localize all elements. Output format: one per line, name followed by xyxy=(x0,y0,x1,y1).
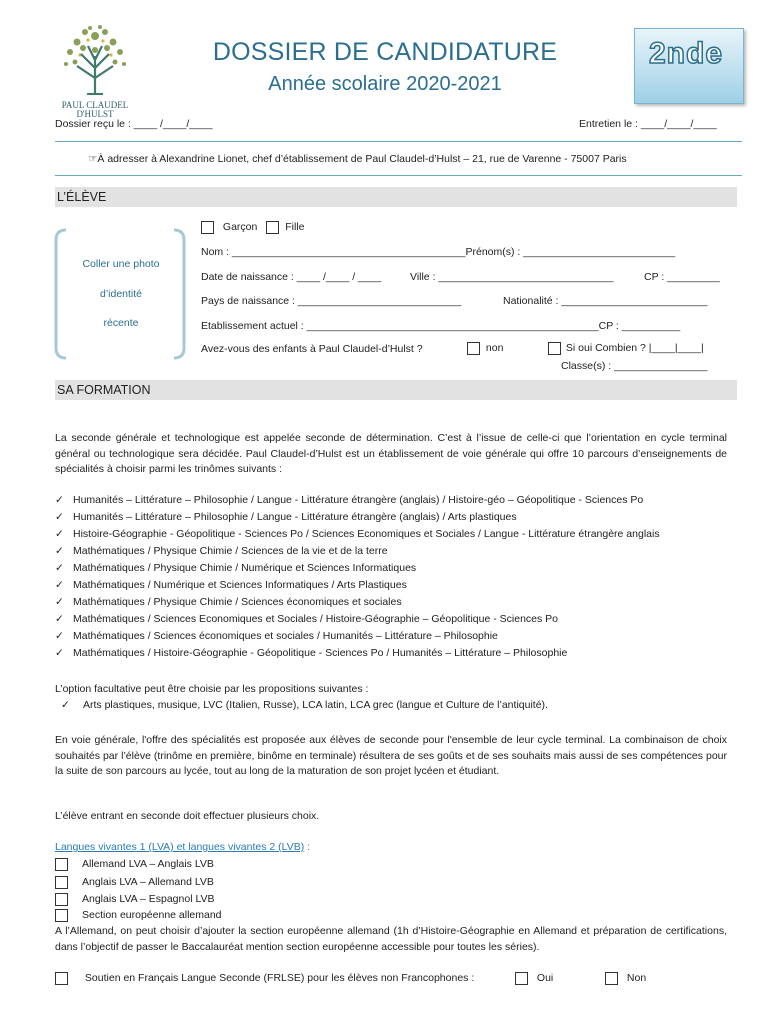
photo-line-3: récente xyxy=(103,317,139,329)
checkbox-non-frlse[interactable] xyxy=(605,972,618,985)
section-euro-paragraph: A l’Allemand, on peut choisir d’ajouter la section européenne allemand (1h d’Histoire-Géographie en Allemand et préparation de certifications, dans l’objectif de passer le Baccalauréat mention section européenne accessible pour toutes les séries). xyxy=(55,925,727,953)
list-item: ✓ Mathématiques / Sciences économiques et sociales / Humanités – Littérature – Philosophie xyxy=(55,628,660,645)
checkbox-non[interactable] xyxy=(467,342,480,355)
checkbox-lang-1[interactable] xyxy=(55,858,68,871)
field-ville[interactable]: Ville : ______________________________ xyxy=(410,271,614,283)
checkbox-lang-3[interactable] xyxy=(55,893,68,906)
list-item: ✓ Mathématiques / Numérique et Sciences Informatiques / Arts Plastiques xyxy=(55,577,660,594)
field-birth-date[interactable]: Date de naissance : ____ /____ / ____ xyxy=(201,271,382,283)
list-item: ✓ Mathématiques / Physique Chimie / Sciences de la vie et de la terre xyxy=(55,543,660,560)
checkbox-oui[interactable] xyxy=(515,972,528,985)
page-title: DOSSIER DE CANDIDATURE xyxy=(212,38,558,66)
check-icon: ✓ xyxy=(55,613,64,625)
lang-title: Langues vivantes 1 (LVA) et langues vivantes 2 (LVB) : xyxy=(55,841,311,853)
label-non: non xyxy=(485,342,504,355)
photo-line-1: Coller une photo xyxy=(82,258,160,270)
grade-badge-text: 2nde xyxy=(649,37,724,70)
specialites-paragraph: En voie générale, l'offre des spécialités est proposée aux élèves de seconde pour l'ensemble de leur cycle terminal. La combinaison de choix souhaités par l’élève (trinôme en première, binôme en terminale) résultera de ses goûts et de ses souhaits mais aussi de ses compétences pour la suite de son parcours au lycée, tout au long de la maturation de son projet lycéen et étudiant. xyxy=(55,734,727,777)
check-icon: ✓ xyxy=(55,562,64,574)
check-icon: ✓ xyxy=(55,579,64,591)
enfants-question: Avez-vous des enfants à Paul Claudel-d’Hulst ? xyxy=(201,343,423,355)
lang-option: Anglais LVA – Espagnol LVB xyxy=(55,893,215,906)
enfants-non xyxy=(467,342,503,355)
trinome-list xyxy=(55,492,660,662)
list-item: ✓ Mathématiques / Physique Chimie / Sciences économiques et sociales xyxy=(55,594,660,611)
check-icon: ✓ xyxy=(55,630,64,642)
section-eleve: L’ÉLÈVE xyxy=(55,187,737,207)
field-nationalite[interactable]: Nationalité : _________________________ xyxy=(503,295,708,307)
check-icon: ✓ xyxy=(61,699,70,711)
check-icon: ✓ xyxy=(55,647,64,659)
check-icon: ✓ xyxy=(55,596,64,608)
frlse-row: Soutien en Français Langue Seconde (FRLSE) pour les élèves non Francophones : xyxy=(55,972,474,985)
list-item: ✓ Mathématiques / Histoire-Géographie - Géopolitique - Sciences Po / Humanités – Littérature – Philosophie xyxy=(55,645,660,662)
divider xyxy=(55,175,742,176)
check-icon: ✓ xyxy=(55,528,64,540)
list-item: ✓ Humanités – Littérature – Philosophie / Langue - Littérature étrangère (anglais) / Histoire-géo – Géopolitique - Sciences Po xyxy=(55,492,660,509)
lang-option: Section européenne allemand xyxy=(55,909,222,922)
list-item: ✓ Humanités – Littérature – Philosophie / Langue - Littérature étrangère (anglais) / Arts plastiques xyxy=(55,509,660,526)
check-icon: ✓ xyxy=(55,494,64,506)
label-fille: Fille xyxy=(285,221,305,234)
lang-option: Anglais LVA – Allemand LVB xyxy=(55,876,214,889)
checkbox-si-oui[interactable] xyxy=(548,342,561,355)
list-item: ✓ Mathématiques / Physique Chimie / Numérique et Sciences Informatiques xyxy=(55,560,660,577)
list-item: ✓ Histoire-Géographie - Géopolitique - Sciences Po / Sciences Economiques et Sociales / Langue - Littérature étrangère anglais xyxy=(55,526,660,543)
field-cp[interactable]: CP : _________ xyxy=(644,271,720,283)
divider xyxy=(55,141,742,142)
label-garcon: Garçon xyxy=(222,221,258,234)
lang-option: Allemand LVA – Anglais LVB xyxy=(55,858,214,871)
logo-school-name2: D'HULST xyxy=(76,109,114,119)
frlse-oui: Oui xyxy=(515,972,553,985)
check-icon: ✓ xyxy=(55,511,64,523)
formation-intro: La seconde générale et technologique est appelée seconde de détermination. C’est à l’issue de celle-ci que l’orientation en cycle terminal général ou technologique sera décidée. Paul Claudel-d’Hulst est un établissement de voie générale qui offre 10 parcours d’enseignements de spécialités à choisir parmi les trinômes suivants : xyxy=(55,432,727,475)
interview-date: Entretien le : ____/____/____ xyxy=(579,118,717,130)
field-pays[interactable]: Pays de naissance : ____________________________ xyxy=(201,295,462,307)
gender-row xyxy=(201,221,304,234)
received-date: Dossier reçu le : ____ /____/____ xyxy=(55,118,213,130)
checkbox-fille[interactable] xyxy=(266,221,279,234)
photo-line-2: d’identité xyxy=(99,288,143,300)
choix-paragraph: L’élève entrant en seconde doit effectuer plusieurs choix. xyxy=(55,810,320,822)
checkbox-lang-2[interactable] xyxy=(55,876,68,889)
grade-badge xyxy=(634,28,744,104)
field-nom-prenom[interactable]: Nom : ________________________________________Prénom(s) : __________________________ xyxy=(201,246,676,258)
check-icon: ✓ xyxy=(55,545,64,557)
address-line: ☞À adresser à Alexandrine Lionet, chef d’établissement de Paul Claudel-d’Hulst – 21, rue de Varenne - 75007 Paris xyxy=(88,153,627,165)
checkbox-garcon[interactable] xyxy=(201,221,214,234)
logo-school-name: PAUL CLAUDEL xyxy=(61,100,129,110)
label-si-oui[interactable]: Si oui Combien ? |____|____| xyxy=(565,342,704,355)
field-classes[interactable]: Classe(s) : ________________ xyxy=(561,360,708,372)
page-subtitle: Année scolaire 2020-2021 xyxy=(268,73,502,95)
option-intro: L’option facultative peut être choisie par les propositions suivantes : xyxy=(55,683,369,695)
checkbox-frlse[interactable] xyxy=(55,972,68,985)
list-item: ✓ Mathématiques / Sciences Economiques et Sociales / Histoire-Géographie – Géopolitique - Sciences Po xyxy=(55,611,660,628)
option-item: ✓ Arts plastiques, musique, LVC (Italien, Russe), LCA latin, LCA grec (langue et Culture de l’antiquité). xyxy=(61,699,548,711)
lang-title-link[interactable]: Langues vivantes 1 (LVA) et langues vivantes 2 (LVB) xyxy=(55,841,305,853)
field-etablissement[interactable]: Etablissement actuel : __________________________________________________CP : __________ xyxy=(201,320,681,332)
school-logo xyxy=(55,22,135,119)
enfants-combien xyxy=(548,342,704,355)
checkbox-lang-4[interactable] xyxy=(55,909,68,922)
frlse-non: Non xyxy=(605,972,646,985)
section-formation: SA FORMATION xyxy=(55,380,737,400)
